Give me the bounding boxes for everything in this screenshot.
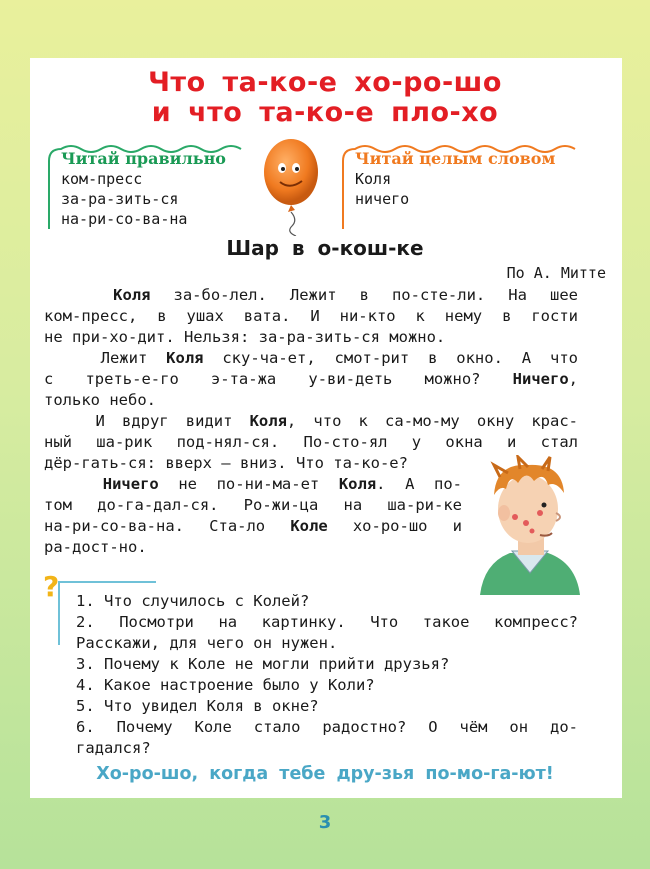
question-3: 3. Почему к Коле не могли прийти друзья? — [76, 655, 450, 673]
story-line — [44, 286, 578, 304]
text-span: за-бо-лел. Лежит в по-сте-ли. На шее — [150, 286, 579, 304]
text-span: Лежит — [100, 349, 167, 367]
story-line: не при-хо-дит. Нельзя: за-ра-зить-ся можно. — [44, 328, 446, 346]
balloon-face-illustration — [258, 136, 328, 236]
story-title: Шар в о-кош-ке — [226, 236, 424, 260]
text-span: с треть-е-го э-та-жа у-ви-деть можно? — [44, 370, 513, 388]
story-line: дёр-гать-ся: вверх — вниз. Что та-ко-е? — [44, 454, 408, 472]
name-kolya: Коля — [166, 349, 204, 367]
word-nichego-bold: Ничего — [512, 370, 569, 388]
word-compress: ком-пресс — [61, 170, 143, 188]
text-span: И вдруг видит — [95, 412, 250, 430]
story-author: По А. Митте — [506, 264, 606, 282]
page-title-line-2: и что та-ко-е пло-хо — [151, 97, 499, 128]
word-nichego-bold: Ничего — [102, 475, 159, 493]
story-line: ра-дост-но. — [44, 538, 147, 556]
name-kolya: Коля — [338, 475, 377, 493]
text-span: ску-ча-ет, смот-рит в окно. А что — [203, 349, 578, 367]
read-whole-heading: Читай целым словом — [355, 149, 556, 168]
story-line: ный ша-рик под-нял-ся. По-сто-ял у окна и стал — [44, 433, 578, 451]
story-line — [44, 517, 462, 535]
question-mark-icon — [40, 568, 66, 608]
question-6-line-1: 6. Почему Коле стало радостно? О чём он до- — [76, 718, 578, 736]
page-number: 3 — [318, 812, 332, 833]
story-line: только небо. — [44, 391, 156, 409]
question-5: 5. Что увидел Коля в окне? — [76, 697, 319, 715]
name-kolya: Коля — [113, 286, 151, 304]
word-narisovana: на-ри-со-ва-на — [61, 210, 188, 228]
boy-illustration — [470, 455, 585, 595]
story-line: ком-пресс, в ушах вата. И ни-кто к нему в гости — [44, 307, 578, 325]
story-line — [44, 370, 578, 388]
read-whole-word-box — [335, 143, 585, 231]
story-line — [44, 412, 578, 430]
text-span: на-ри-со-ва-на. Ста-ло — [44, 517, 291, 535]
text-span: хо-ро-шо и — [327, 517, 462, 535]
word-nichego: ничего — [355, 190, 410, 208]
text-span: , что к са-мо-му окну крас- — [286, 412, 578, 430]
moral-statement: Хо-ро-шо, когда тебе дру-зья по-мо-га-ют! — [96, 764, 554, 784]
question-4: 4. Какое настроение было у Коли? — [76, 676, 375, 694]
word-kolya: Коля — [355, 170, 392, 188]
question-6-line-2: гадался? — [76, 739, 151, 757]
text-span: не по-ни-ма-ет — [158, 475, 339, 493]
text-span: , — [568, 370, 578, 388]
text-span: . А по- — [376, 475, 463, 493]
questions-frame-top — [58, 581, 156, 583]
question-1: 1. Что случилось с Колей? — [76, 592, 310, 610]
story-line — [44, 475, 462, 493]
page-title-line-1: Что та-ко-е хо-ро-шо — [148, 67, 502, 98]
story-line: том до-га-дал-ся. Ро-жи-ца на ша-ри-ке — [44, 496, 462, 514]
read-correctly-box — [43, 143, 258, 231]
name-kolya: Коля — [249, 412, 287, 430]
name-kole: Коле — [290, 517, 328, 535]
read-correctly-heading: Читай правильно — [61, 149, 226, 168]
svg-text:?: ? — [43, 570, 60, 603]
word-zarazitsya: за-ра-зить-ся — [61, 190, 179, 208]
question-2-line-2: Расскажи, для чего он нужен. — [76, 634, 338, 652]
question-2-line-1: 2. Посмотри на картинку. Что такое компресс? — [76, 613, 578, 631]
story-line — [44, 349, 578, 367]
